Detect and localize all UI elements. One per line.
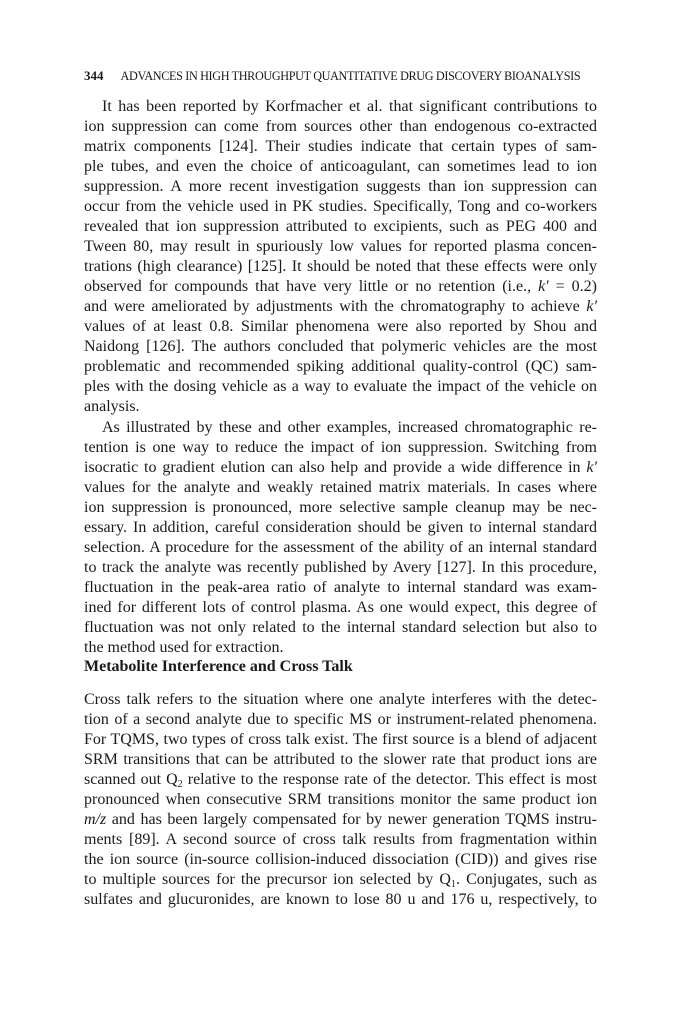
text-line: fluctuation in the peak-area ratio of analyte to internal standard was exam- <box>84 579 597 596</box>
text-line: essary. In addition, careful consideration should be given to internal standard <box>84 519 597 536</box>
text-line: Cross talk refers to the situation where one analyte interferes with the detec- <box>84 691 597 708</box>
text-line: trations (high clearance) [125]. It should be noted that these effects were only <box>84 258 597 275</box>
text-line: ples with the dosing vehicle as a way to evaluate the impact of the vehicle on <box>84 378 597 395</box>
text-line: ion suppression can come from sources other than endogenous co-extracted <box>84 118 597 135</box>
text-line: SRM transitions that can be attributed to the slower rate that product ions are <box>84 751 597 768</box>
paragraph-ion-suppression-sources <box>84 97 597 417</box>
page-number: 344 <box>84 68 104 83</box>
text-line: values for the analyte and weakly retained matrix materials. In cases where <box>84 479 597 496</box>
italic-term: m/z <box>84 811 107 828</box>
text-line: selection. A procedure for the assessment of the ability of an internal standard <box>84 539 597 556</box>
text-line: values of at least 0.8. Similar phenomena were also reported by Shou and <box>84 318 597 335</box>
text-segment: . Conjugates, such as <box>455 871 597 888</box>
text-line: Naidong [126]. The authors concluded that polymeric vehicles are the most <box>84 338 597 355</box>
text-line <box>84 770 597 790</box>
text-segment: observed for compounds that have very little or no retention (i.e., <box>84 278 539 295</box>
italic-term: k′ <box>538 278 549 295</box>
text-line: occur from the vehicle used in PK studies. Specifically, Tong and co-workers <box>84 198 597 215</box>
text-line: ined for different lots of control plasma. As one would expect, this degree of <box>84 599 597 616</box>
subscript: 1 <box>450 879 456 890</box>
section-heading: Metabolite Interference and Cross Talk <box>84 658 353 675</box>
text-line: analysis. <box>84 398 140 415</box>
text-line: to track the analyte was recently published by Avery [127]. In this procedure, <box>84 559 597 576</box>
text-segment: and has been largely compensated for by newer generation TQMS instru- <box>106 811 597 828</box>
text-line: revealed that ion suppression attributed to excipients, such as PEG 400 and <box>84 218 597 235</box>
text-segment: relative to the response rate of the detector. This effect is most <box>182 771 598 788</box>
text-line: tention is one way to reduce the impact of ion suppression. Switching from <box>84 439 597 456</box>
paragraph-chromatographic-retention <box>84 418 597 658</box>
text-line <box>84 458 597 478</box>
text-line: problematic and recommended spiking additional quality-control (QC) sam- <box>84 358 597 375</box>
text-line: ple tubes, and even the choice of anticoagulant, can sometimes lead to ion <box>84 158 597 175</box>
italic-term: k′ <box>586 459 597 476</box>
running-title: ADVANCES IN HIGH THROUGHPUT QUANTITATIVE DRUG DISCOVERY BIOANALYSIS <box>120 69 581 83</box>
paragraph-cross-talk <box>84 690 597 910</box>
text-line: sulfates and glucuronides, are known to lose 80 u and 176 u, respectively, to <box>84 891 597 908</box>
text-line <box>84 810 597 830</box>
text-line: fluctuation was not only related to the internal standard selection but also to <box>84 619 597 636</box>
text-segment: isocratic to gradient elution can also help and provide a wide difference in <box>84 459 587 476</box>
text-line: matrix components [124]. Their studies indicate that certain types of sam- <box>84 138 597 155</box>
text-line: ments [89]. A second source of cross talk results from fragmentation within <box>84 831 597 848</box>
text-line <box>84 277 597 297</box>
text-segment: scanned out Q <box>84 771 178 788</box>
text-line <box>84 870 597 890</box>
text-line: It has been reported by Korfmacher et al. that significant contributions to <box>102 98 597 115</box>
text-segment: = 0.2) <box>548 278 597 295</box>
text-line: Tween 80, may result in spuriously low values for reported plasma concen- <box>84 238 597 255</box>
text-line: the method used for extraction. <box>84 639 284 656</box>
text-line: pronounced when consecutive SRM transitions monitor the same product ion <box>84 791 597 808</box>
subscript: 2 <box>177 779 183 790</box>
text-line: the ion source (in-source collision-induced dissociation (CID)) and gives rise <box>84 851 597 868</box>
text-segment: and were ameliorated by adjustments with the chromatography to achieve <box>84 298 587 315</box>
running-header <box>84 68 604 84</box>
italic-term: k′ <box>586 298 597 315</box>
text-line: As illustrated by these and other examples, increased chromatographic re- <box>102 419 597 436</box>
text-line: ion suppression is pronounced, more selective sample cleanup may be nec- <box>84 499 597 516</box>
text-line: suppression. A more recent investigation suggests than ion suppression can <box>84 178 597 195</box>
text-line: tion of a second analyte due to specific MS or instrument-related phenomena. <box>84 711 597 728</box>
text-line: For TQMS, two types of cross talk exist. The first source is a blend of adjacent <box>84 731 597 748</box>
text-line <box>84 297 597 317</box>
text-segment: to multiple sources for the precursor ion selected by Q <box>84 871 451 888</box>
